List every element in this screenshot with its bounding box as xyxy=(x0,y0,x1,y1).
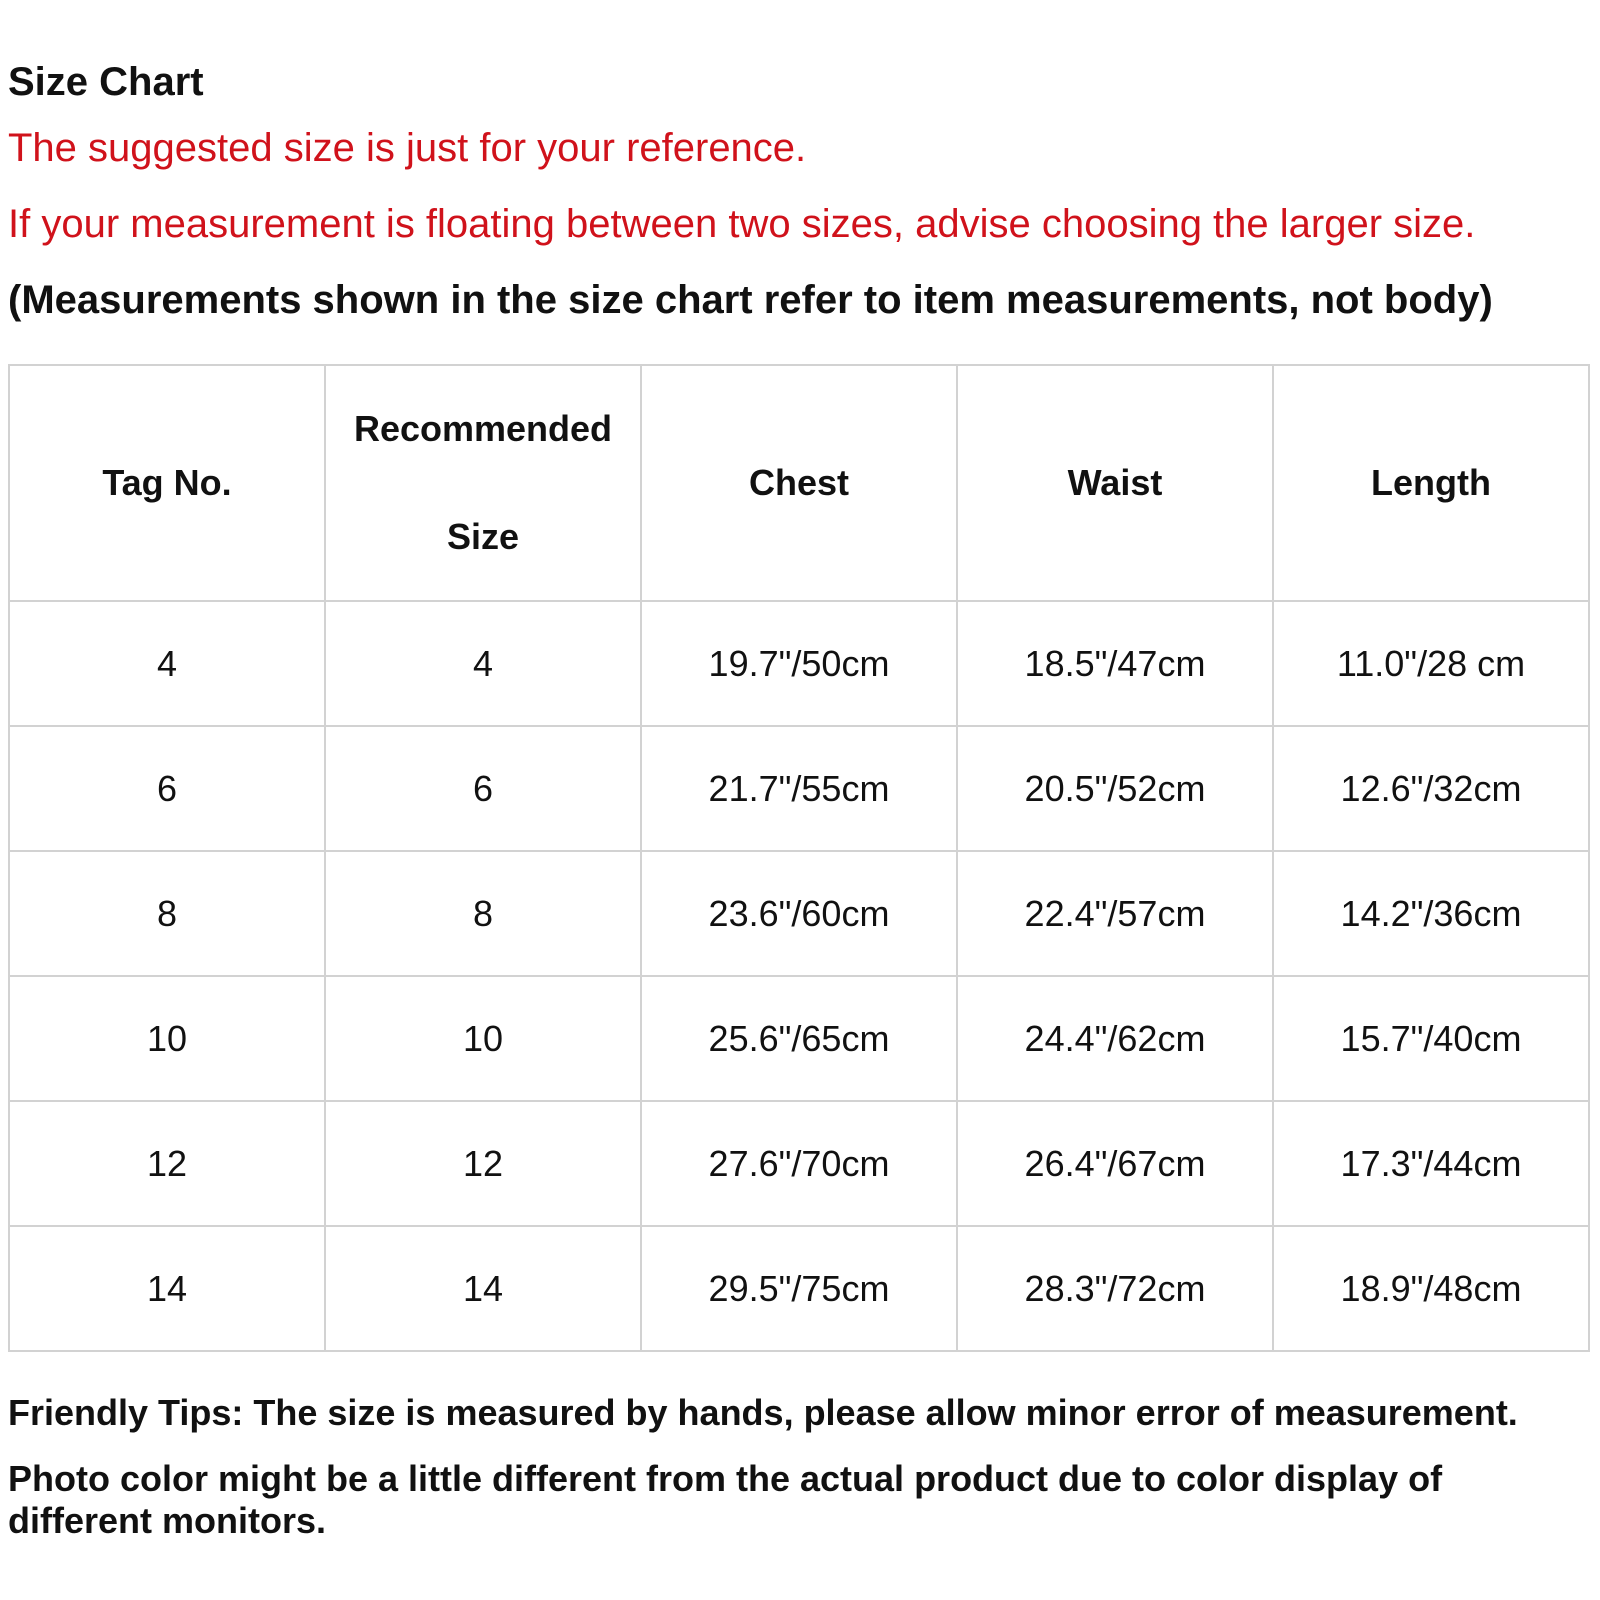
page-title: Size Chart xyxy=(8,60,204,104)
table-row xyxy=(9,851,1589,976)
table-row xyxy=(9,726,1589,851)
table-row xyxy=(9,1101,1589,1226)
cell-length: 18.9"/48cm xyxy=(1273,1226,1589,1351)
cell-length: 11.0"/28 cm xyxy=(1273,601,1589,726)
tip-hand-measured: Friendly Tips: The size is measured by hands, please allow minor error of measurement. xyxy=(8,1392,1518,1433)
table-row xyxy=(9,1226,1589,1351)
cell-waist: 22.4"/57cm xyxy=(957,851,1273,976)
cell-size: 6 xyxy=(325,726,641,851)
size-table xyxy=(8,364,1590,1352)
cell-length: 14.2"/36cm xyxy=(1273,851,1589,976)
header-waist: Waist xyxy=(957,365,1273,601)
cell-waist: 24.4"/62cm xyxy=(957,976,1273,1101)
cell-tag: 6 xyxy=(9,726,325,851)
cell-chest: 23.6"/60cm xyxy=(641,851,957,976)
cell-waist: 20.5"/52cm xyxy=(957,726,1273,851)
cell-size: 8 xyxy=(325,851,641,976)
cell-waist: 18.5"/47cm xyxy=(957,601,1273,726)
cell-tag: 12 xyxy=(9,1101,325,1226)
cell-tag: 4 xyxy=(9,601,325,726)
friendly-tips xyxy=(8,1392,1592,1542)
header-recommended-line1: Recommended xyxy=(353,408,613,449)
cell-size: 10 xyxy=(325,976,641,1101)
cell-chest: 25.6"/65cm xyxy=(641,976,957,1101)
larger-size-note: If your measurement is floating between two sizes, advise choosing the larger size. xyxy=(8,202,1476,246)
cell-waist: 26.4"/67cm xyxy=(957,1101,1273,1226)
cell-length: 17.3"/44cm xyxy=(1273,1101,1589,1226)
cell-chest: 29.5"/75cm xyxy=(641,1226,957,1351)
table-row xyxy=(9,601,1589,726)
header-tag-no: Tag No. xyxy=(9,365,325,601)
cell-size: 14 xyxy=(325,1226,641,1351)
header-recommended-line2: Size xyxy=(446,516,520,557)
cell-chest: 19.7"/50cm xyxy=(641,601,957,726)
table-header-row xyxy=(9,365,1589,601)
cell-waist: 28.3"/72cm xyxy=(957,1226,1273,1351)
cell-chest: 21.7"/55cm xyxy=(641,726,957,851)
cell-tag: 8 xyxy=(9,851,325,976)
size-chart-header xyxy=(8,55,1592,327)
header-chest: Chest xyxy=(641,365,957,601)
cell-size: 12 xyxy=(325,1101,641,1226)
cell-tag: 14 xyxy=(9,1226,325,1351)
cell-size: 4 xyxy=(325,601,641,726)
measurement-note: (Measurements shown in the size chart refer to item measurements, not body) xyxy=(8,278,1493,322)
reference-note: The suggested size is just for your reference. xyxy=(8,126,807,170)
cell-chest: 27.6"/70cm xyxy=(641,1101,957,1226)
header-recommended-size xyxy=(325,365,641,601)
table-row xyxy=(9,976,1589,1101)
cell-tag: 10 xyxy=(9,976,325,1101)
tip-photo-color: Photo color might be a little different from the actual product due to color display of different monitors. xyxy=(8,1458,1443,1541)
header-length: Length xyxy=(1273,365,1589,601)
cell-length: 15.7"/40cm xyxy=(1273,976,1589,1101)
cell-length: 12.6"/32cm xyxy=(1273,726,1589,851)
